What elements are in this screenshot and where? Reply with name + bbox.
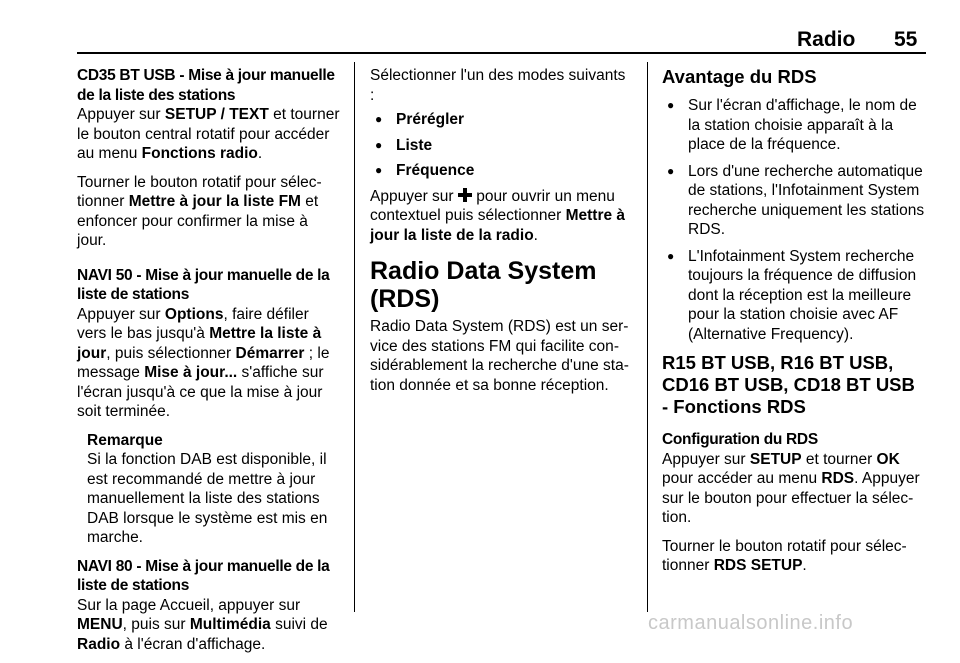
note-title: Remarque (87, 431, 163, 449)
paragraph-cd35-setup: Appuyer sur SETUP / TEXT et tourner le bouton central rotatif pour accéder au menu Fonctions radio. (77, 106, 340, 162)
column-1 (77, 66, 341, 663)
paragraph-navi80: Sur la page Accueil, appuyer sur MENU, puis sur Multimédia suivi de Radio à l'écran d'affichage. (77, 596, 328, 653)
page-number: 55 (894, 28, 918, 51)
watermark: carmanualsonline.info (648, 612, 854, 634)
paragraph-context-menu: Appuyer sur pour ouvrir un menu contextuel puis sélectionner Mettre à jour la liste de la radio. (370, 187, 626, 244)
paragraph-rds: Radio Data System (RDS) est un service des stations FM qui facilite considérablement la recherche d'une station donnée et sa bonne réception. (370, 318, 629, 394)
modes-list (370, 110, 634, 181)
chapter-title: Radio (797, 28, 856, 51)
section-title-navi50: NAVI 50 - Mise à jour manuelle de la liste de stations (77, 266, 330, 303)
section-title-cd35: CD35 BT USB - Mise à jour manuelle de la liste des stations (77, 67, 335, 104)
paragraph-cd35-update: Tourner le bouton rotatif pour sélectionner Mettre à jour la liste FM et enfoncer pour confirmer la mise à jour. (77, 173, 322, 249)
column-divider-1 (354, 62, 355, 612)
config-title: Configuration du RDS (662, 431, 818, 448)
paragraph-rds-setup: Tourner le bouton rotatif pour sélectionner RDS SETUP. (662, 537, 907, 574)
section-title-navi80: NAVI 80 - Mise à jour manuelle de la liste de stations (77, 557, 330, 594)
header-rule (77, 52, 926, 54)
advantage-list (662, 96, 926, 344)
column-3 (662, 66, 926, 585)
list-item: ● Liste (370, 136, 634, 156)
column-2 (370, 66, 634, 404)
list-item: ● Sur l'écran d'affichage, le nom de la station choisie apparaît à la place de la fréquence. (662, 96, 926, 155)
note-text: Si la fonction DAB est disponible, il est recommandé de mettre à jour manuellement la liste des stations DAB lorsque le système est mis en marche. (87, 451, 328, 546)
rds-functions-heading: R15 BT USB, R16 BT USB, CD16 BT USB, CD18 BT USB - Fonctions RDS (662, 352, 915, 417)
list-item: ● Lors d'une recherche automatique de stations, l'Infotainment System recherche uniquement les stations RDS. (662, 162, 926, 240)
paragraph-navi50: Appuyer sur Options, faire défiler vers le bas jusqu'à Mettre la liste à jour, puis sélectionner Démarrer ; le message Mise à jour... s'affiche sur l'écran jusqu'à ce que la mise à jour soit terminée. (77, 305, 330, 420)
list-item: ● Fréquence (370, 161, 634, 181)
column-divider-2 (647, 62, 648, 612)
plus-icon (458, 188, 472, 202)
rds-heading: Radio Data System (RDS) (370, 257, 597, 313)
note-box (87, 431, 341, 548)
list-item: ● L'Infotainment System recherche toujours la fréquence de diffusion dont la réception est la meilleure pour la station choisie avec AF (Alternative Frequency). (662, 247, 926, 345)
advantage-title: Avantage du RDS (662, 66, 817, 87)
list-item: ● Prérégler (370, 110, 634, 130)
paragraph-modes-intro: Sélectionner l'un des modes suivants : (370, 67, 626, 104)
paragraph-config: Appuyer sur SETUP et tourner OK pour accéder au menu RDS. Appuyer sur le bouton pour effectuer la sélection. (662, 450, 920, 526)
